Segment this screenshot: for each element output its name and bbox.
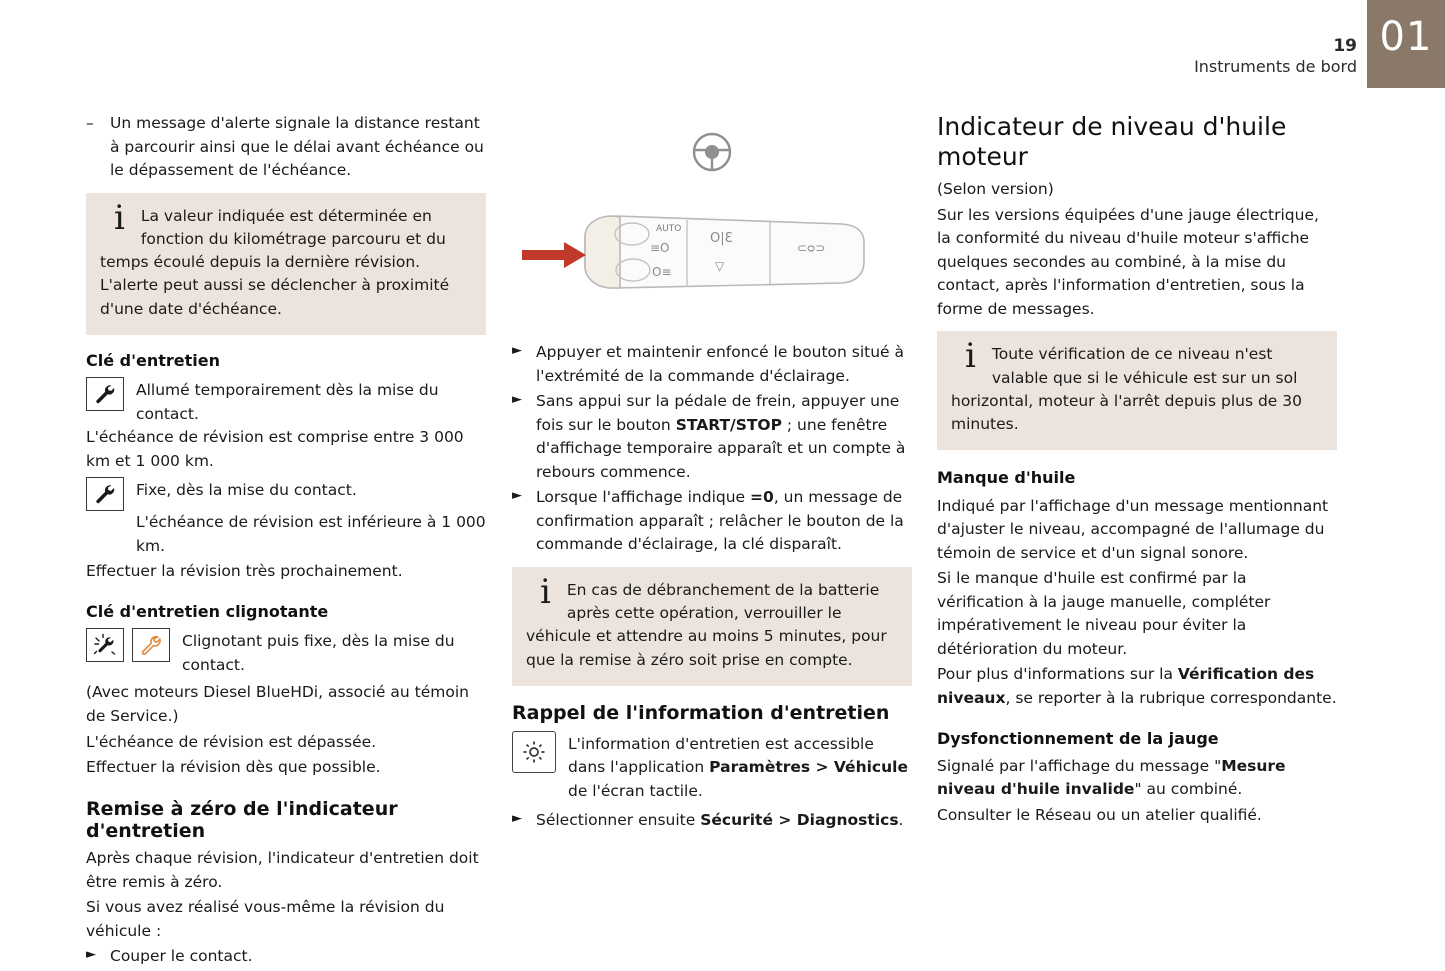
gear-icon-row bbox=[512, 731, 912, 804]
svg-text:≡O: ≡O bbox=[650, 241, 670, 255]
chapter-number: 01 bbox=[1379, 14, 1433, 60]
wrench-flashing-icon-box bbox=[86, 628, 124, 662]
info-box-2-text: En cas de débranchement de la batterie après cette opération, verrouiller le véhicule et attendre au moins 5 minutes, pour que la remise à zéro soit prise en compte. bbox=[526, 580, 887, 669]
page-number: 19 bbox=[1333, 36, 1357, 56]
dysf-bold: Mesure niveau d'huile invalide bbox=[937, 756, 1286, 799]
arrow-marker-icon: ► bbox=[512, 488, 522, 504]
wrench-icon-row-1 bbox=[86, 377, 486, 426]
arrow-marker-icon: ► bbox=[86, 947, 96, 963]
wrench-icon-box bbox=[86, 377, 124, 411]
svg-text:O|Ɛ: O|Ɛ bbox=[710, 231, 733, 246]
step-couper-text: Couper le contact. bbox=[110, 947, 253, 966]
rappel-part2: de l'écran tactile. bbox=[568, 781, 703, 800]
page-title: Indicateur de niveau d'huile moteur bbox=[937, 112, 1287, 171]
si-vous-text: Si vous avez réalisé vous-même la révision du véhicule : bbox=[86, 898, 445, 940]
heading-manque-huile: Manque d'huile bbox=[937, 468, 1076, 488]
step-appuyer-text: Appuyer et maintenir enfoncé le bouton situé à l'extrémité de la commande d'éclairage. bbox=[536, 343, 905, 385]
inferieure-text-indent bbox=[136, 511, 486, 558]
gear-icon-box bbox=[512, 731, 556, 773]
step3-bold: =0 bbox=[750, 488, 774, 507]
fixe-text: Fixe, dès la mise du contact. bbox=[136, 481, 357, 500]
wrench-icon bbox=[93, 482, 117, 506]
dysf-part2: " au combiné. bbox=[1134, 780, 1243, 799]
auto-label: AUTO bbox=[656, 224, 682, 234]
gear-icon bbox=[521, 739, 547, 765]
heading-dysfonctionnement: Dysfonctionnement de la jauge bbox=[937, 728, 1219, 748]
arrow-marker-icon: ► bbox=[512, 811, 522, 827]
inferieure-text: L'échéance de révision est inférieure à 1 000 km. bbox=[136, 513, 486, 555]
info-icon: i bbox=[540, 571, 551, 612]
oil-intro-text: Sur les versions équipées d'une jauge électrique, la conformité du niveau d'huile moteur s'affiche quelques secondes au combiné, à la mise du contact, après l'information d'entretien, sous la forme de messages. bbox=[937, 205, 1319, 318]
dysf-part1: Signalé par l'affichage du message " bbox=[937, 756, 1222, 775]
rappel-bold: Paramètres > Véhicule bbox=[709, 758, 908, 777]
arrow-marker-icon: ► bbox=[512, 343, 522, 358]
section-title: Instruments de bord bbox=[1194, 57, 1357, 77]
step-selectionner bbox=[512, 809, 912, 833]
dash-marker: – bbox=[86, 114, 94, 132]
rappel-part1: L'information d'entretien est accessible dans l'application bbox=[568, 734, 874, 777]
diesel-text: (Avec moteurs Diesel BlueHDi, associé au témoin de Service.) bbox=[86, 683, 469, 725]
svg-text:O≡: O≡ bbox=[652, 265, 672, 279]
illustration-svg bbox=[512, 112, 912, 327]
consulter-text: Consulter le Réseau ou un atelier qualifié. bbox=[937, 805, 1262, 824]
info-box-3-text: Toute vérification de ce niveau n'est valable que si le véhicule est sur un sol horizontal, moteur à l'arrêt depuis plus de 30 minutes. bbox=[951, 345, 1302, 434]
heading-remise-zero: Remise à zéro de l'indicateur d'entretien bbox=[86, 797, 398, 843]
page-header bbox=[1194, 0, 1445, 88]
step2-bold: START/STOP bbox=[675, 415, 782, 434]
manque-text2: Si le manque d'huile est confirmé par la vérification à la jauge manuelle, compléter impérativement le niveau pour éviter la détérioration du moteur. bbox=[937, 569, 1271, 658]
plus-infos-paragraph bbox=[937, 663, 1337, 710]
select-part1: Sélectionner ensuite bbox=[536, 811, 701, 830]
intro-dash-item bbox=[86, 112, 486, 183]
info-icon: i bbox=[965, 336, 976, 377]
plus-infos-part2: , se reporter à la rubrique correspondante. bbox=[1005, 688, 1337, 707]
pointer-arrow-icon bbox=[522, 242, 586, 268]
clignotant-text: Clignotant puis fixe, dès la mise du contact. bbox=[182, 632, 455, 674]
step-appuyer-maintenir bbox=[512, 341, 912, 388]
effectuer-text: Effectuer la révision très prochainement. bbox=[86, 562, 403, 581]
step-couper-contact bbox=[86, 945, 486, 969]
intro-text: Un message d'alerte signale la distance restant à parcourir ainsi que le délai avant échéance ou le dépassement de l'échéance. bbox=[110, 114, 484, 180]
header-text-block bbox=[1194, 0, 1367, 77]
plus-infos-part1: Pour plus d'informations sur la bbox=[937, 665, 1178, 684]
heading-rappel: Rappel de l'information d'entretien bbox=[512, 701, 890, 724]
column-middle bbox=[512, 112, 912, 835]
wrench-icon-box-2 bbox=[86, 477, 124, 511]
plus-infos-bold: Vérification des niveaux bbox=[937, 665, 1315, 707]
step2-part1: Sans appui sur la pédale de frein, appuyer une fois sur le bouton bbox=[536, 392, 900, 434]
flashing-wrench-icon-row bbox=[86, 628, 486, 677]
info-box-battery bbox=[512, 567, 912, 686]
steering-wheel-icon bbox=[694, 134, 730, 170]
effectuer2-text: Effectuer la révision dès que possible. bbox=[86, 758, 381, 777]
select-part2: . bbox=[898, 811, 904, 830]
svg-text:▽: ▽ bbox=[715, 259, 725, 273]
wrench-icon-row-2 bbox=[86, 477, 486, 511]
echeance-text: L'échéance de révision est comprise entre 3 000 km et 1 000 km. bbox=[86, 428, 464, 470]
arrow-marker-icon: ► bbox=[512, 392, 522, 408]
manque-text: Indiqué par l'affichage d'un message mentionnant d'ajuster le niveau, accompagné de l'allumage du témoin de service et d'un signal sonore. bbox=[937, 496, 1329, 562]
info-icon: i bbox=[114, 197, 125, 238]
apres-revision-text: Après chaque révision, l'indicateur d'entretien doit être remis à zéro. bbox=[86, 849, 479, 891]
step2-part2: ; une fenêtre d'affichage temporaire apparaît et un compte à rebours commence. bbox=[536, 415, 906, 481]
rappel-text-block bbox=[568, 731, 912, 804]
wrench-icon bbox=[93, 382, 117, 406]
chapter-tab bbox=[1367, 0, 1445, 88]
info-box-revision-value bbox=[86, 193, 486, 335]
wrench-on-text: Allumé temporairement dès la mise du contact. bbox=[136, 381, 439, 423]
icon-pair bbox=[86, 628, 170, 662]
service-wrench-icon bbox=[139, 633, 163, 657]
heading-cle-entretien: Clé d'entretien bbox=[86, 350, 221, 370]
wrench-flashing-icon bbox=[92, 632, 118, 658]
step-affichage-zero bbox=[512, 486, 912, 557]
subtitle-selon-version: (Selon version) bbox=[937, 180, 1054, 198]
step3-part1: Lorsque l'affichage indique bbox=[536, 488, 751, 507]
end-button bbox=[585, 216, 620, 288]
step-start-stop bbox=[512, 390, 912, 484]
column-right bbox=[937, 112, 1337, 829]
service-wrench-orange-icon-box bbox=[132, 628, 170, 662]
column-left bbox=[86, 112, 486, 971]
depassee-text: L'échéance de révision est dépassée. bbox=[86, 732, 377, 751]
select-bold: Sécurité > Diagnostics bbox=[700, 811, 899, 830]
svg-text:⊂ᴑ⊃: ⊂ᴑ⊃ bbox=[797, 241, 826, 255]
info-box-oil-check bbox=[937, 331, 1337, 450]
info-box-1-text: La valeur indiquée est déterminée en fonction du kilométrage parcouru et du temps écoulé depuis la dernière révision. L'alerte peut aussi se déclencher à proximité d'une date d'échéance. bbox=[100, 206, 450, 318]
stalk-lighting-control-illustration bbox=[512, 112, 912, 327]
dysf-paragraph bbox=[937, 755, 1337, 802]
heading-cle-clignotante: Clé d'entretien clignotante bbox=[86, 602, 329, 622]
step3-part2: , un message de confirmation apparaît ; relâcher le bouton de la commande d'éclairage, la clé disparaît. bbox=[536, 488, 904, 554]
